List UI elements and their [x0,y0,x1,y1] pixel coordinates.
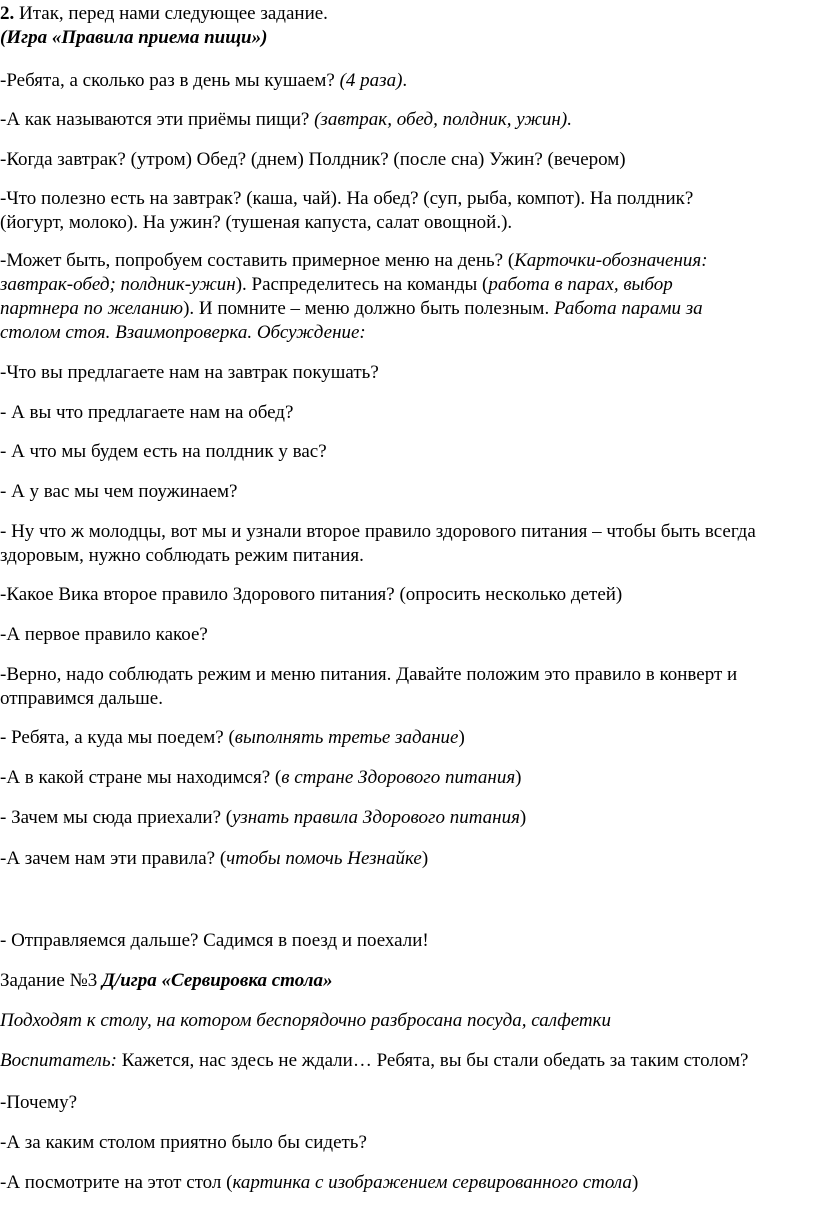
italic-run: завтрак-обед; полдник-ужин [0,274,236,295]
question-dinner: - А у вас мы чем поужинаем? [0,481,238,502]
paragraph-meal-times: -Когда завтрак? (утром) Обед? (днем) Полдник? (после сна) Ужин? (вечером) [0,149,626,170]
question-why-came [0,806,816,830]
paragraph-meal-names [0,108,816,132]
paragraph-look-table [0,1171,816,1195]
line-2: (йогурт, молоко). На ужин? (тушеная капуста, салат овощной.). [0,212,513,233]
text-run: -Может быть, попробуем составить примерное меню на день? ( [0,250,515,271]
italic-run: партнера по желанию [0,298,184,319]
question-lunch: - А вы что предлагаете нам на обед? [0,402,294,423]
text-run: -А в какой стране мы находимся? ( [0,767,282,788]
paragraph-go-further: - Отправляемся дальше? Садимся в поезд и поехали! [0,930,429,951]
answer-note: чтобы помочь Незнайке [226,848,422,869]
punctuation: . [402,70,408,91]
question-why-rules [0,847,816,871]
game-title: (Игра «Правила приема пищи») [0,27,268,48]
paragraph-envelope [0,663,816,711]
question-first-rule: -А первое правило какое? [0,624,208,645]
task-number: 2. [0,3,15,24]
text-run: ). И помните – меню должно быть полезным. [183,298,554,319]
text-run: ). Распределитесь на команды ( [235,274,489,295]
speaker-label: Воспитатель: [0,1050,117,1071]
italic-run: картинка с изображением сервированного стола [232,1172,632,1193]
text-run: Кажется, нас здесь не ждали… Ребята, вы бы стали обедать за таким столом? [116,1050,749,1071]
question-breakfast: -Что вы предлагаете нам на завтрак покушать? [0,362,379,383]
punctuation: ) [519,807,527,828]
text-run: - Зачем мы сюда приехали? ( [0,807,233,828]
question-which-table: -А за каким столом приятно было бы сидеть? [0,1132,367,1153]
italic-run: столом стоя. Взаимопроверка. Обсуждение: [0,322,366,343]
line-2: отправимся дальше. [0,688,163,709]
paragraph-healthy-food [0,187,816,235]
task-2-intro [0,2,816,26]
question-where-go [0,726,816,750]
line-1: -Верно, надо соблюдать режим и меню питания. Давайте положим это правило в конверт и [0,664,738,685]
question-snack: - А что мы будем есть на полдник у вас? [0,441,327,462]
task-intro-text: Итак, перед нами следующее задание. [14,3,328,24]
question-why: -Почему? [0,1092,78,1113]
line-1: -Что полезно есть на завтрак? (каша, чай). На обед? (суп, рыба, компот). На полдник? [0,188,694,209]
punctuation: ) [458,727,465,748]
question-text: -А как называются эти приёмы пищи? [0,109,315,130]
question-second-rule: -Какое Вика второе правило Здорового питания? (опросить несколько детей) [0,584,623,605]
italic-run: Работа парами за [553,298,703,319]
answer-note: (4 раза) [339,70,403,91]
line-2: здоровым, нужно соблюдать режим питания. [0,545,364,566]
paragraph-meals-count [0,69,816,93]
italic-run: Подходят к столу, на котором беспорядочно разбросана посуда, салфетки [0,1010,611,1031]
task-title: Д/игра «Сервировка стола» [101,970,333,991]
task-label: Задание №3 [0,970,102,991]
stage-direction [0,1009,816,1033]
paragraph-teacher [0,1049,816,1073]
italic-run: Карточки-обозначения: [514,250,708,271]
answer-note: (завтрак, обед, полдник, ужин). [314,109,572,130]
line-1: - Ну что ж молодцы, вот мы и узнали второе правило здорового питания – чтобы быть всегда [0,521,756,542]
italic-run: работа в парах, выбор [488,274,673,295]
answer-note: выполнять третье задание [234,727,459,748]
punctuation: ) [631,1172,639,1193]
question-which-country [0,766,816,790]
answer-note: в стране Здорового питания [281,767,516,788]
text-run: - Ребята, а куда мы поедем? ( [0,727,235,748]
question-text: -Ребята, а сколько раз в день мы кушаем? [0,70,340,91]
paragraph-second-rule [0,520,816,568]
punctuation: ) [515,767,522,788]
punctuation: ) [421,848,429,869]
text-run: -А посмотрите на этот стол ( [0,1172,233,1193]
text-run: -А зачем нам эти правила? ( [0,848,227,869]
paragraph-menu-task [0,249,816,345]
task-3-heading [0,969,816,993]
answer-note: узнать правила Здорового питания [232,807,520,828]
